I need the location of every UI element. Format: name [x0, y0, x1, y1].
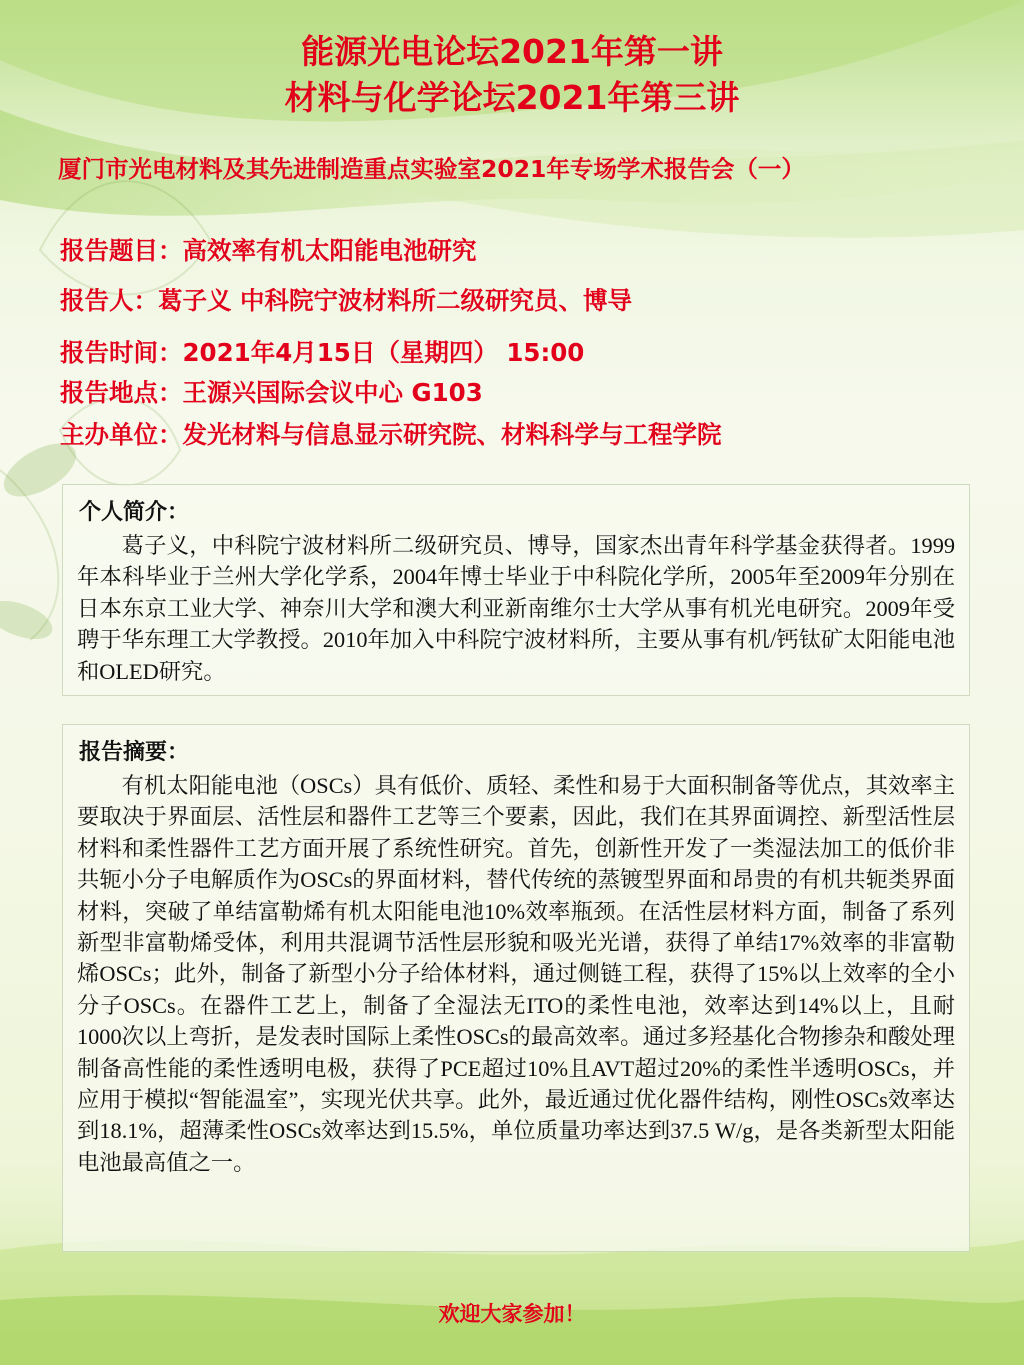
speaker-value: 葛子义 中科院宁波材料所二级研究员、博导 [158, 286, 633, 315]
time-value: 2021年4月15日（星期四） 15:00 [182, 338, 585, 367]
title-line-2: 材料与化学论坛2021年第三讲 [284, 78, 740, 117]
title-line-1: 能源光电论坛2021年第一讲 [301, 32, 723, 71]
venue-value: 王源兴国际会议中心 G103 [182, 378, 483, 407]
host-label: 主办单位： [60, 420, 183, 449]
bio-text: 葛子义，中科院宁波材料所二级研究员、博导，国家杰出青年科学基金获得者。1999年本科毕业于兰州大学化学系，2004年博士毕业于中科院化学所，2005年至2009年分别在日本东京工业大学、神奈川大学和澳大利亚新南维尔士大学从事有机光电研究。2009年受聘于华东理工大学教授。2010年加入中科院宁波材料所，主要从事有机/钙钛矿太阳能电池和OLED研究。 [77, 533, 955, 684]
topic-value: 高效率有机太阳能电池研究 [182, 236, 477, 265]
venue-label: 报告地点： [60, 378, 183, 407]
welcome-footer: 欢迎大家参加！ [438, 1302, 586, 1326]
info-venue [60, 374, 483, 409]
subtitle: 厦门市光电材料及其先进制造重点实验室2021年专场学术报告会（一） [58, 155, 805, 183]
info-speaker [60, 282, 632, 317]
abstract-heading: 报告摘要： [79, 740, 190, 765]
bio-panel [62, 484, 970, 696]
host-value: 发光材料与信息显示研究院、材料科学与工程学院 [182, 420, 722, 449]
bio-heading: 个人简介： [79, 500, 190, 525]
topic-label: 报告题目： [60, 236, 183, 265]
time-label: 报告时间： [60, 338, 183, 367]
info-time [60, 334, 584, 369]
info-topic [60, 232, 477, 267]
speaker-label: 报告人： [60, 286, 158, 315]
abstract-panel [62, 724, 970, 1252]
abstract-text: 有机太阳能电池（OSCs）具有低价、质轻、柔性和易于大面积制备等优点，其效率主要取决于界面层、活性层和器件工艺等三个要素，因此，我们在其界面调控、新型活性层材料和柔性器件工艺方面开展了系统性研究。首先，创新性开发了一类湿法加工的低价非共轭小分子电解质作为OSCs的界面材料，替代传统的蒸镀型界面和昂贵的有机共轭类界面材料，突破了单结富勒烯有机太阳能电池10%效率瓶颈。在活性层材料方面，制备了系列新型非富勒烯受体，利用共混调节活性层形貌和吸光光谱，获得了单结17%效率的非富勒烯OSCs；此外，制备了新型小分子给体材料，通过侧链工程，获得了15%以上效率的全小分子OSCs。在器件工艺上，制备了全湿法无ITO的柔性电池，效率达到14%以上，且耐1000次以上弯折，是发表时国际上柔性OSCs的最高效率。通过多羟基化合物掺杂和酸处理制备高性能的柔性透明电极，获得了PCE超过10%且AVT超过20%的柔性半透明OSCs，并应用于模拟“智能温室”，实现光伏共享。此外，最近通过优化器件结构，刚性OSCs效率达到18.1%，超薄柔性OSCs效率达到15.5%，单位质量功率达到37.5 W/g，是各类新型太阳能电池最高值之一。 [77, 773, 955, 1175]
info-host [60, 416, 722, 451]
